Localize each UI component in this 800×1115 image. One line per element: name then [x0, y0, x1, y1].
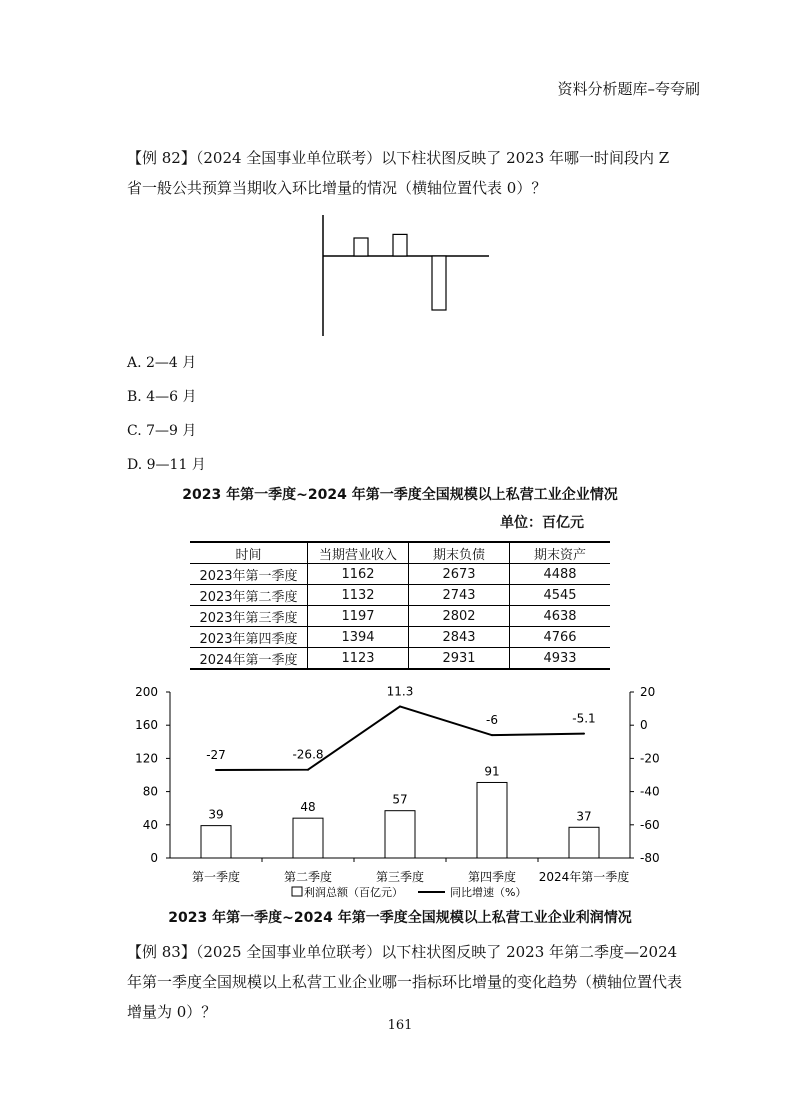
right-tick-label: 20	[640, 685, 656, 699]
profit-bar	[201, 826, 231, 858]
profit-bar-label: 37	[576, 809, 592, 824]
growth-point	[399, 705, 401, 707]
option-d: D. 9—11 月	[127, 457, 206, 473]
option-c: C. 7—9 月	[127, 423, 197, 439]
left-tick-label: 120	[135, 751, 158, 766]
table-row	[190, 606, 610, 627]
cell-assets: 4766	[510, 627, 611, 648]
growth-label: -6	[486, 713, 498, 728]
right-tick-label: 0	[640, 718, 648, 733]
page-header: 资料分析题库–夸夸刷	[557, 80, 700, 98]
growth-line	[216, 706, 584, 770]
table-row	[190, 648, 610, 670]
left-tick-label: 40	[142, 817, 158, 832]
growth-point	[583, 733, 585, 735]
left-tick-label: 80	[142, 784, 158, 799]
table-title: 2023 年第一季度~2024 年第一季度全国规模以上私营工业企业情况	[182, 487, 618, 503]
category-label: 第二季度	[283, 870, 333, 884]
table-header-row	[190, 542, 610, 564]
question-83-text: 【例 83】（2025 全国事业单位联考）以下柱状图反映了 2023 年第二季度—2024 年第一季度全国规模以上私营工业企业哪一指标环比增量的变化趋势（横轴位置代表增量为 0）？	[127, 943, 683, 1021]
col-header-assets: 期末资产	[510, 542, 611, 564]
legend-bar-swatch	[292, 887, 302, 896]
category-label: 2024年第一季度	[538, 870, 630, 884]
enterprise-table	[190, 541, 610, 670]
question-82-text: 【例 82】（2024 全国事业单位联考）以下柱状图反映了 2023 年哪一时间段内 Z 省一般公共预算当期收入环比增量的情况（横轴位置代表 0）？	[127, 149, 670, 197]
cell-time: 2023年第四季度	[190, 627, 308, 648]
growth-point	[491, 734, 493, 736]
profit-bar	[293, 818, 323, 858]
right-tick-label: -60	[640, 817, 660, 832]
profit-bar-label: 57	[392, 792, 408, 807]
cell-revenue: 1162	[308, 564, 409, 585]
profit-bar	[477, 782, 507, 858]
table-row	[190, 627, 610, 648]
growth-label: -27	[206, 748, 226, 763]
legend-bar-label: 利润总额（百亿元）	[304, 886, 403, 899]
cell-time: 2023年第二季度	[190, 585, 308, 606]
profit-bar	[385, 811, 415, 858]
growth-label: -5.1	[572, 711, 596, 726]
option-b: B. 4—6 月	[127, 389, 197, 405]
right-tick-label: -80	[640, 851, 660, 865]
cell-time: 2024年第一季度	[190, 648, 308, 670]
left-tick-label: 0	[150, 851, 158, 865]
cell-liability: 2931	[409, 648, 510, 670]
cell-liability: 2843	[409, 627, 510, 648]
mini-bar-1	[354, 238, 368, 256]
mini-bar-3	[432, 256, 446, 310]
growth-label: 11.3	[386, 684, 414, 699]
growth-label: -26.8	[292, 747, 324, 762]
profit-bar-label: 91	[484, 764, 500, 779]
col-header-time: 时间	[190, 542, 308, 564]
profit-bar-label: 39	[208, 807, 224, 822]
chart-title: 2023 年第一季度~2024 年第一季度全国规模以上私营工业企业利润情况	[168, 910, 632, 926]
category-label: 第一季度	[191, 870, 241, 884]
cell-assets: 4933	[510, 648, 611, 670]
q82-mini-chart	[300, 210, 500, 340]
page-number: 161	[387, 1018, 413, 1033]
right-tick-label: -40	[640, 784, 660, 799]
legend-line-label: 同比增速（%）	[450, 886, 527, 899]
left-tick-label: 160	[135, 718, 158, 733]
cell-time: 2023年第一季度	[190, 564, 308, 585]
profit-bar-label: 48	[300, 800, 316, 815]
cell-revenue: 1197	[308, 606, 409, 627]
cell-revenue: 1394	[308, 627, 409, 648]
cell-assets: 4638	[510, 606, 611, 627]
left-tick-label: 200	[135, 685, 158, 699]
profit-bar	[569, 827, 599, 858]
cell-revenue: 1132	[308, 585, 409, 606]
cell-assets: 4545	[510, 585, 611, 606]
table-row	[190, 585, 610, 606]
col-header-liability: 期末负债	[409, 542, 510, 564]
table-unit: 单位：百亿元	[500, 515, 584, 531]
category-label: 第三季度	[375, 870, 425, 884]
growth-point	[307, 769, 309, 771]
mini-bar-2	[393, 234, 407, 256]
cell-liability: 2673	[409, 564, 510, 585]
category-label: 第四季度	[467, 870, 517, 884]
table-row	[190, 564, 610, 585]
cell-liability: 2802	[409, 606, 510, 627]
cell-assets: 4488	[510, 564, 611, 585]
right-tick-label: -20	[640, 751, 660, 766]
col-header-revenue: 当期营业收入	[308, 542, 409, 564]
cell-time: 2023年第三季度	[190, 606, 308, 627]
option-a: A. 2—4 月	[127, 355, 197, 371]
cell-revenue: 1123	[308, 648, 409, 670]
cell-liability: 2743	[409, 585, 510, 606]
growth-point	[215, 769, 217, 771]
profit-combo-chart	[100, 680, 700, 905]
